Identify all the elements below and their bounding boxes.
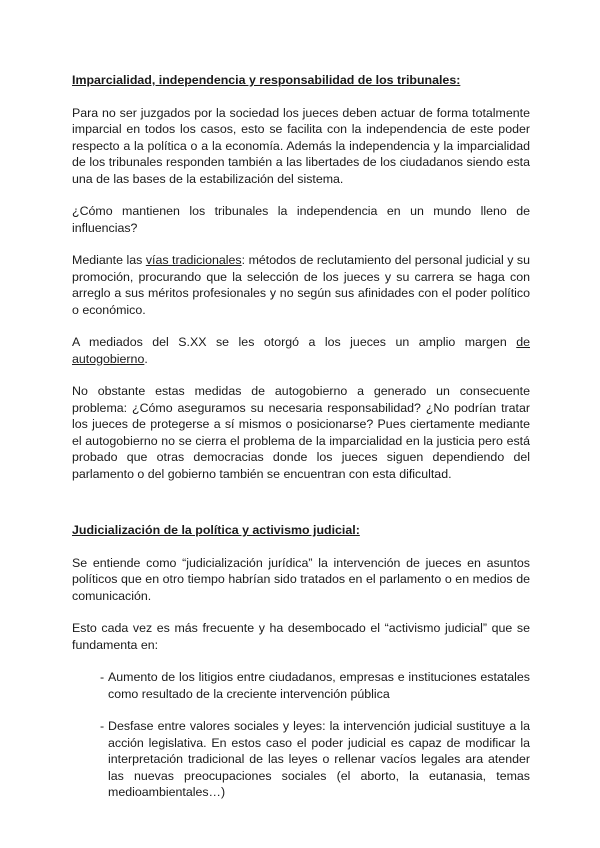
paragraph-imparcialidad: Para no ser juzgados por la sociedad los jueces deben actuar de forma totalmente imparcial en todos los casos, esto se facilita con la independencia de este poder respecto a la política o a la economía. Además la independencia y la imparcialidad de los tribunales responden también a las libertades de los ciudadanos siendo esta una de las bases de la estabilización del sistema. [72, 105, 530, 186]
paragraph-pregunta-independencia: ¿Cómo mantienen los tribunales la independencia en un mundo lleno de influencias? [72, 204, 530, 235]
paragraph-responsabilidad: No obstante estas medidas de autogobierno a generado un consecuente problema: ¿Cómo aseguramos su necesaria responsabilidad? ¿No podrían tratar los jueces de protegerse a sí mismos o posicionarse? Pues ciertamente mediante el autogobierno no se cierra el problema de la imparcialidad en la justicia pero está probado que otras democracias donde los jueces siguen dependiendo del parlamento o del gobierno también se encuentran con esta dificultad. [72, 384, 530, 481]
text-segment: Mediante las [72, 253, 146, 267]
underlined-term-autogobierno: de autogobierno [72, 335, 530, 366]
text-segment: : métodos de reclutamiento del personal judicial y su promoción, procurando que la selección de los jueces y su carrera se haga con arreglo a sus méritos profesionales y no según sus afinidades con el poder político o económico. [72, 253, 530, 317]
bullet-list [72, 669, 530, 801]
underlined-term-vias-tradicionales: vías tradicionales [145, 253, 242, 267]
list-item-text: Aumento de los litigios entre ciudadanos, empresas e instituciones estatales como resultado de la creciente intervención pública [108, 670, 530, 701]
paragraph-vias-tradicionales [72, 252, 530, 318]
bullet-dash: - [100, 719, 105, 733]
text-segment: A mediados del S.XX se les otorgó a los jueces un amplio margen [72, 335, 517, 349]
paragraph-autogobierno [72, 334, 530, 367]
document-body [72, 72, 530, 801]
list-item [72, 669, 530, 702]
bullet-dash: - [100, 670, 105, 684]
text-segment: . [144, 351, 148, 366]
section-heading-judicializacion: Judicialización de la política y activismo judicial: [72, 523, 360, 537]
list-item [72, 718, 530, 801]
paragraph-judicializacion-juridica: Se entiende como “judicialización jurídica” la intervención de jueces en asuntos políticos que en otro tiempo habrían sido tratados en el parlamento o en medios de comunicación. [72, 555, 530, 603]
section-heading-imparcialidad: Imparcialidad, independencia y responsabilidad de los tribunales: [72, 73, 461, 87]
list-item-text: Desfase entre valores sociales y leyes: la intervención judicial sustituye a la acción legislativa. En estos caso el poder judicial es capaz de modificar la interpretación tradicional de las leyes o rellenar vacíos legales ara atender las nuevas preocupaciones sociales (el aborto, la eutanasia, temas medioambientales…) [108, 719, 530, 799]
paragraph-activismo-judicial: Esto cada vez es más frecuente y ha desembocado el “activismo judicial” que se fundamenta en: [72, 621, 530, 652]
